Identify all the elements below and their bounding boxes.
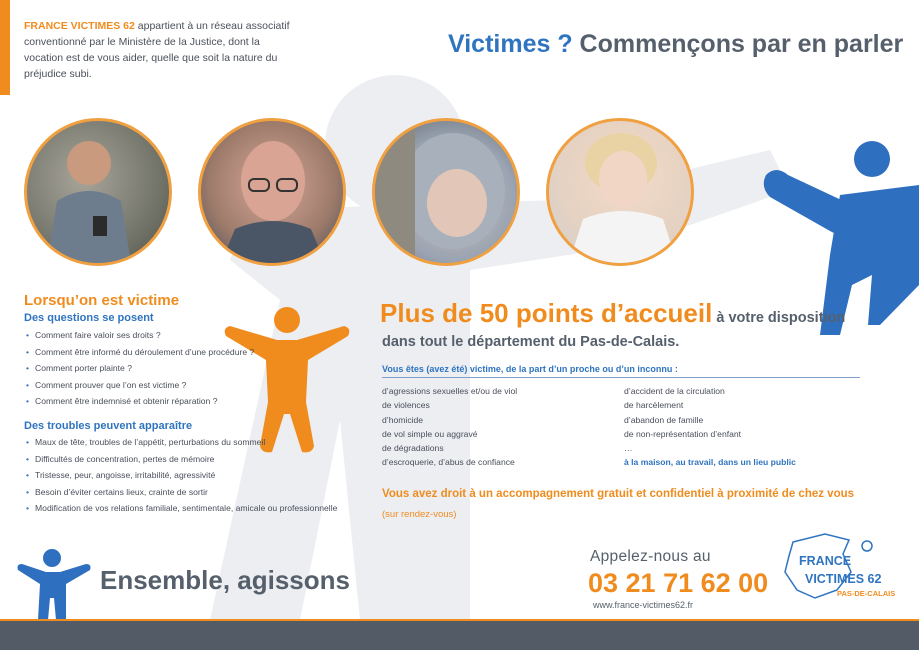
list-item: • Comment prouver que l’on est victime ? xyxy=(26,377,254,394)
list-item-emphasis: à la maison, au travail, dans un lieu public xyxy=(624,457,796,468)
victim-column-1 xyxy=(382,384,517,470)
list-item: • Comment être informé du déroulement d’une procédure ? xyxy=(26,344,254,361)
list-item: d’escroquerie, d’abus de confiance xyxy=(382,457,515,468)
list-item: • Comment être indemnisé et obtenir réparation ? xyxy=(26,393,254,410)
list-item: d’abandon de famille xyxy=(624,414,704,425)
list-item: • Comment faire valoir ses droits ? xyxy=(26,327,254,344)
logo-subtitle: PAS-DE-CALAIS xyxy=(837,589,896,598)
footer-bar xyxy=(0,621,919,650)
troubles-title: Des troubles peuvent apparaître xyxy=(24,420,193,432)
person-photo-icon xyxy=(201,121,343,263)
accent-bar xyxy=(0,0,10,95)
france-victimes-logo xyxy=(775,528,910,608)
headline-part2: Commençons par en parler xyxy=(572,30,904,58)
left-section-title: Lorsqu’on est victime xyxy=(24,292,180,309)
troubles-list xyxy=(26,434,337,517)
list-item: … xyxy=(624,443,633,454)
list-item: d’homicide xyxy=(382,414,424,425)
list-item: • Difficultés de concentration, pertes de mémoire xyxy=(26,451,337,468)
list-item: d’agressions sexuelles et/ou de viol xyxy=(382,386,518,396)
intro-body: appartient à un réseau associatif conventionné par le Ministère de la Justice, dont la vocation est de vous aider, quelle que soit la nature du préjudice subi. xyxy=(24,20,290,80)
phone-number[interactable]: 03 21 71 62 00 xyxy=(588,568,769,598)
list-item: de non-représentation d’enfant xyxy=(624,428,742,439)
headline-part1: Victimes ? xyxy=(448,30,573,58)
person-photo-icon xyxy=(549,121,691,263)
logo-line-1: FRANCE xyxy=(799,554,852,568)
victim-title: Vous êtes (avez été) victime, de la part d’un proche ou d’un inconnu : xyxy=(382,364,678,374)
website-link[interactable]: www.france-victimes62.fr xyxy=(593,600,694,610)
divider xyxy=(382,377,860,378)
intro-text xyxy=(24,18,296,82)
list-item: de dégradations xyxy=(382,443,444,454)
accueil-disposal: à votre disposition xyxy=(712,310,846,326)
accueil-headline xyxy=(380,298,845,329)
list-item: • Tristesse, peur, angoisse, irritabilité, agressivité xyxy=(26,467,337,484)
list-item: • Modification de vos relations familiale, sentimentale, amicale ou professionnelle xyxy=(26,500,337,517)
questions-list xyxy=(26,327,254,410)
list-item: • Comment porter plainte ? xyxy=(26,360,254,377)
page-title xyxy=(448,30,903,59)
list-item: • Besoin d’éviter certains lieux, crainte de sortir xyxy=(26,484,337,501)
department-text: dans tout le département du Pas-de-Calais. xyxy=(382,334,680,350)
list-item: de violences xyxy=(382,400,430,411)
support-statement: Vous avez droit à un accompagnement gratuit et confidentiel à proximité de chez vous xyxy=(382,488,855,500)
list-item: d’accident de la circulation xyxy=(624,386,725,396)
slogan: Ensemble, agissons xyxy=(100,565,350,595)
photo-hooded-teen xyxy=(372,118,520,266)
call-label: Appelez-nous au xyxy=(590,548,711,565)
person-photo-icon xyxy=(375,121,517,263)
accueil-count: Plus de 50 points d’accueil xyxy=(380,298,713,328)
list-item: de vol simple ou aggravé xyxy=(382,428,478,439)
victim-column-2 xyxy=(624,384,796,470)
intro-brand: FRANCE VICTIMES 62 xyxy=(24,20,135,32)
photo-elderly-man xyxy=(198,118,346,266)
list-item: • Maux de tête, troubles de l’appétit, perturbations du sommeil xyxy=(26,434,337,451)
questions-title: Des questions se posent xyxy=(24,312,154,324)
list-item: de harcèlement xyxy=(624,400,684,411)
blue-figure-icon xyxy=(16,548,96,620)
appointment-note: (sur rendez-vous) xyxy=(382,509,457,520)
photo-worried-woman xyxy=(546,118,694,266)
logo-line-2: VICTIMES 62 xyxy=(805,572,882,586)
photo-young-man xyxy=(24,118,172,266)
person-photo-icon xyxy=(27,121,169,263)
